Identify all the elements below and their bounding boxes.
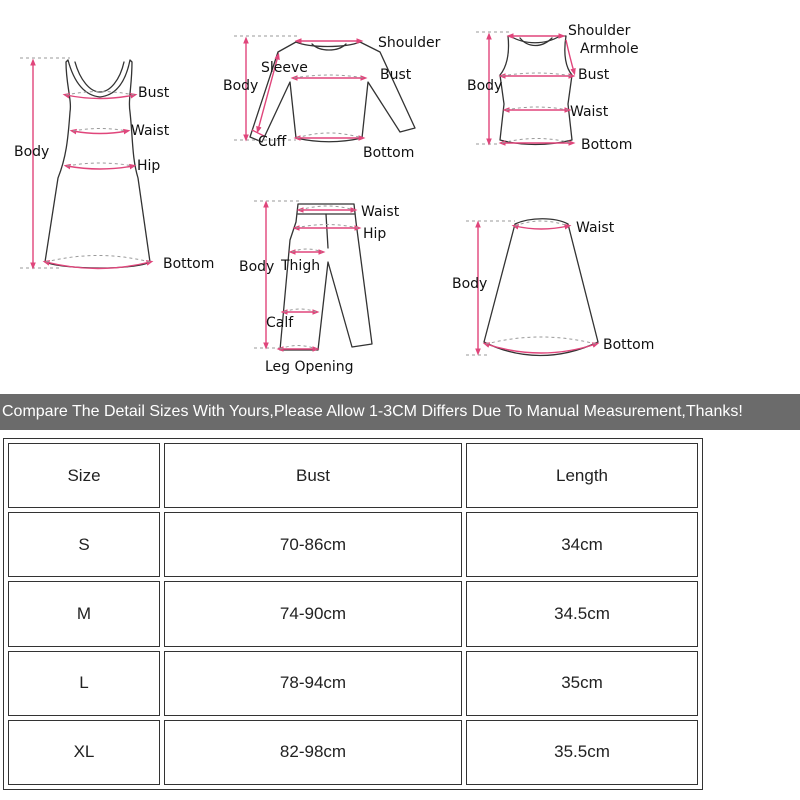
cell-size: M	[8, 581, 160, 646]
skirt-label-waist: Waist	[576, 220, 615, 236]
table-row	[8, 581, 698, 646]
dress-label-bust: Bust	[138, 85, 170, 101]
sweater-label-sleeve: Sleeve	[261, 60, 308, 76]
pants-diagram	[239, 201, 400, 375]
sweater-label-body: Body	[223, 78, 259, 94]
cell-size: XL	[8, 720, 160, 785]
pants-label-body: Body	[239, 259, 275, 275]
pants-label-thigh: Thigh	[281, 258, 321, 274]
dress-label-hip: Hip	[137, 158, 161, 174]
cell-size: S	[8, 512, 160, 577]
cell-bust: 70-86cm	[164, 512, 462, 577]
header-length: Length	[466, 443, 698, 508]
skirt-diagram	[452, 219, 654, 356]
sweater-label-bottom: Bottom	[363, 145, 415, 161]
tank-label-bust: Bust	[578, 67, 610, 83]
sweater-label-shoulder: Shoulder	[378, 35, 441, 51]
tank-label-waist: Waist	[570, 104, 609, 120]
pants-label-waist: Waist	[361, 204, 400, 220]
measurement-diagrams	[0, 0, 800, 390]
cell-size: L	[8, 651, 160, 716]
cell-length: 34.5cm	[466, 581, 698, 646]
measurement-notice-text: Compare The Detail Sizes With Yours,Please Allow 1-3CM Differs Due To Manual Measurement,Thanks!	[2, 403, 743, 420]
cell-bust: 82-98cm	[164, 720, 462, 785]
sweater-outline	[250, 42, 415, 142]
pants-label-calf: Calf	[266, 315, 294, 331]
tank-diagram	[467, 23, 639, 153]
cell-length: 35.5cm	[466, 720, 698, 785]
size-table-container	[3, 438, 703, 790]
size-table	[4, 439, 702, 789]
pants-outline	[280, 204, 372, 350]
table-row	[8, 512, 698, 577]
cell-length: 34cm	[466, 512, 698, 577]
tank-label-armhole: Armhole	[580, 41, 639, 57]
dress-label-bottom: Bottom	[163, 256, 215, 272]
pants-label-hip: Hip	[363, 226, 387, 242]
tank-label-body: Body	[467, 78, 503, 94]
header-size: Size	[8, 443, 160, 508]
dress-label-waist: Waist	[131, 123, 170, 139]
sweater-diagram	[223, 35, 441, 161]
sweater-label-cuff: Cuff	[258, 134, 287, 150]
table-row	[8, 720, 698, 785]
header-bust: Bust	[164, 443, 462, 508]
cell-bust: 78-94cm	[164, 651, 462, 716]
measurement-notice-banner	[0, 394, 800, 430]
table-row	[8, 651, 698, 716]
pants-label-leg-opening: Leg Opening	[265, 359, 354, 375]
tank-outline	[500, 36, 572, 145]
tank-label-shoulder: Shoulder	[568, 23, 631, 39]
dress-label-body: Body	[14, 144, 50, 160]
measurement-diagram-svg	[0, 0, 800, 390]
table-header-row	[8, 443, 698, 508]
sweater-label-bust: Bust	[380, 67, 412, 83]
skirt-label-body: Body	[452, 276, 488, 292]
cell-length: 35cm	[466, 651, 698, 716]
skirt-label-bottom: Bottom	[603, 337, 655, 353]
dress-diagram	[14, 58, 214, 272]
skirt-outline	[484, 219, 598, 356]
tank-label-bottom: Bottom	[581, 137, 633, 153]
cell-bust: 74-90cm	[164, 581, 462, 646]
